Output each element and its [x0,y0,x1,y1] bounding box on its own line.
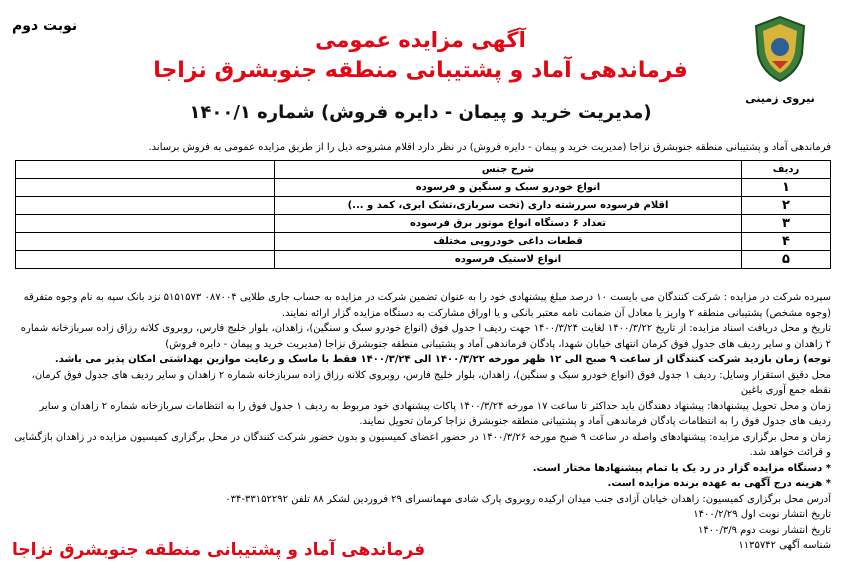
row-empty-cell [16,233,275,251]
body-line: تاریخ و محل دریافت اسناد مزایده: از تاریخ ۱۴۰۰/۳/۲۲ لغایت ۱۴۰۰/۳/۲۴ جهت ردیف ا جدول فوق (انواع خودرو سبک و سنگین)، زاهدان، بلوار خلیج فارس، روبروی کلانه رزاق زاده سربازخانه شماره [20,323,831,334]
row-description: اقلام فرسوده سررشته داری (تخت سربازی،تشک ابری، کمد و ...) [275,197,742,215]
ad-title: آگهی مزایده عمومی [315,28,526,52]
army-emblem-icon [750,14,810,84]
body-line: سپرده شرکت در مزایده : شرکت کنندگان می بایست ۱۰ درصد مبلغ پیشنهادی خود را به عنوان تضمین شرکت در مزایده به حساب جاری طلایی ۰۸۷۰۰۴ ۵۱۵۱۵۷۳ نزد بانک سپه به نام وجوه متفرقه [23,292,831,303]
items-table [15,160,831,269]
publication-turn: نوبت دوم [12,18,78,34]
department-title: (مدیریت خرید و پیمان - دایره فروش) شماره ۱۴۰۰/۱ [189,102,652,123]
body-line: و قرائت خواهد شد. [749,447,831,458]
footer-org-name: فرماندهی آماد و پشتیبانی منطقه جنوبشرق نزاجا [12,540,426,560]
row-description: قطعات داغی خودرویی مختلف [275,233,742,251]
column-header-row-number: ردیف [742,161,831,179]
body-line: زمان و محل برگزاری مزایده: پیشنهادهای واصله در ساعت ۹ صبح مورخه ۱۴۰۰/۳/۲۶ در حضور اعضای کمیسیون و بدون حضور شرکت کنندگان در محل برگزاری کمیسیون مزایده در زاهدان بازگشایی [14,431,831,443]
table-row [16,233,831,251]
row-description: انواع خودرو سبک و سنگین و فرسوده [275,179,742,197]
body-line: تاریخ انتشار نوبت دوم ۱۴۰۰/۳/۹ [698,524,831,536]
body-line: * هزینه درج آگهی به عهده برنده مزایده است. [607,478,831,489]
intro-text: فرماندهی آماد و پشتیبانی منطقه جنوبشرق نزاجا (مدیریت خرید و پیمان - دایره فروش) در نظر دارد اقلام مشروحه ذیل را از طریق مزایده عمومی به فروش برساند. [148,142,831,153]
column-header-description: شرح جنس [275,161,742,179]
body-line: آدرس محل برگزاری کمیسیون: زاهدان خیابان آزادی جنب میدان ارکیده روبروی پارک شادی مهمانسرای ۲۹ فروردین لشکر ۸۸ تلفن ۳۳۱۵۲۲۹۲-۰۳۴ [225,493,831,505]
table-row [16,251,831,269]
logo [735,14,825,114]
row-number: ۵ [742,251,831,269]
row-empty-cell [16,215,275,233]
ad-body [10,290,831,554]
body-line: * دستگاه مزایده گزار در رد یک یا تمام پیشنهادها مختار است. [532,462,831,474]
row-number: ۴ [742,233,831,251]
body-line: محل دقیق استقرار وسایل: ردیف ۱ جدول فوق (انواع خودرو سبک و سنگین)، زاهدان، بلوار خلیج فارس، روبروی کلانه رزاق زاده سربازخانه شماره ۲ زاهدان و سایر ردیف های جدول فوق کرمان، [31,369,831,381]
row-number: ۳ [742,215,831,233]
table-header-row [16,161,831,179]
body-line: شناسه آگهی ۱۱۳۵۷۴۲ [738,540,831,551]
body-line: نقطه جمع آوری باغین [740,385,831,396]
body-line: توجه) زمان بازدید شرکت کنندگان از ساعت ۹ صبح الی ۱۲ ظهر مورخه ۱۴۰۰/۳/۲۲ الی ۱۴۰۰/۳/۲۴ فقط با ماسک و رعایت موازین بهداشتی امکان پذیر می باشد. [54,354,831,365]
row-empty-cell [16,179,275,197]
row-description: انواع لاستیک فرسوده [275,251,742,269]
body-line: تاریخ انتشار نوبت اول ۱۴۰۰/۲/۲۹ [693,509,831,520]
org-title: فرماندهی آماد و پشتیبانی منطقه جنوبشرق نزاجا [153,58,688,83]
body-line: ۲ زاهدان و سایر ردیف های جدول فوق کرمان انتهای خیابان شهدا، پادگان فرماندهی آماد و پشتیبانی منطقه جنوبشرق نزاجا (مدیریت خرید و پیمان - دایره فروش) [165,338,831,350]
table-row [16,179,831,197]
row-empty-cell [16,251,275,269]
table-row [16,197,831,215]
logo-label: نیروی زمینی [745,92,815,105]
row-description: تعداد ۶ دستگاه انواع موتور برق فرسوده [275,215,742,233]
row-number: ۱ [742,179,831,197]
body-line: (وجوه مشخص) پشتیبانی منطقه ۲ واریز یا معادل آن ضمانت نامه معتبر بانکی و یا اوراق مشارکت به دستگاه مزایده گزار ارائه نمایند. [281,307,831,319]
body-line: ردیف های جدول فوق را به انتظامات پادگان فرماندهی آماد و پشتیبانی منطقه جنوبشرق نزاجا کرمان تحویل نمایند. [359,416,831,427]
table-row [16,215,831,233]
row-empty-cell [16,197,275,215]
body-line: زمان و محل تحویل پیشنهادها: پیشنهاد دهندگان باید حداکثر تا ساعت ۱۷ مورخه ۱۴۰۰/۳/۲۴ پاکات پیشنهادی خود مربوط به ردیف ۱ جدول فوق را به انتظامات سربازخانه شماره ۲ زاهدان و سایر [39,400,831,412]
column-header-empty [16,161,275,179]
row-number: ۲ [742,197,831,215]
